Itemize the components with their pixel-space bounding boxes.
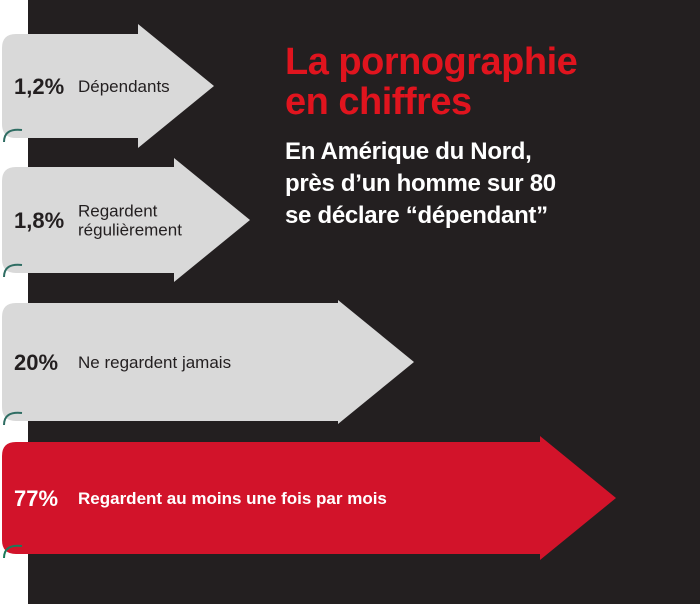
- category-label: régulièrement: [78, 220, 182, 240]
- value-label: 77%: [14, 486, 59, 511]
- chart-title-line: La pornographie: [285, 41, 578, 83]
- chart-title-line: en chiffres: [285, 81, 472, 123]
- category-label: Regardent au moins une fois par mois: [78, 489, 387, 508]
- category-label: Regardent: [78, 201, 158, 221]
- chart-title: [285, 42, 577, 122]
- chart-subtitle: [285, 136, 556, 232]
- value-label: 1,8%: [14, 208, 65, 233]
- chart-subtitle-line: près d’un homme sur 80: [285, 170, 556, 197]
- chart-subtitle-line: se déclare “dépendant”: [285, 202, 548, 229]
- category-label: Ne regardent jamais: [78, 353, 232, 372]
- value-label: 1,2%: [14, 74, 65, 99]
- value-label: 20%: [14, 350, 59, 375]
- chart-subtitle-line: En Amérique du Nord,: [285, 138, 532, 165]
- category-label: Dépendants: [78, 77, 170, 96]
